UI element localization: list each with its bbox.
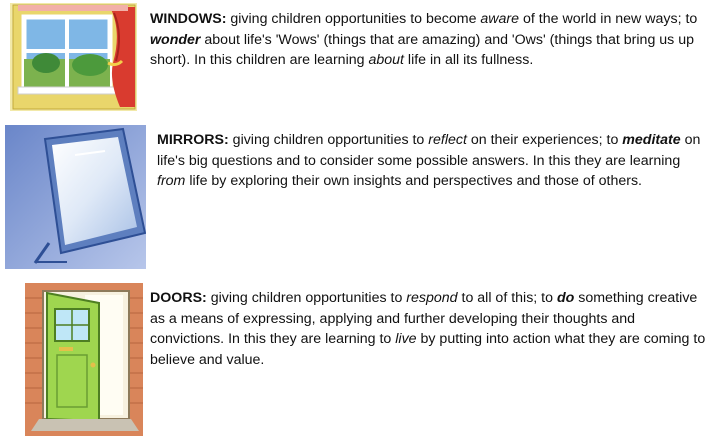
mirrors-text-4: life by exploring their own insights and perspectives and those of others.: [185, 173, 643, 189]
window-illustration: [10, 3, 137, 111]
windows-heading: WINDOWS:: [150, 11, 227, 27]
doors-emphasis-respond: respond: [406, 290, 458, 306]
windows-emphasis-aware: aware: [480, 11, 520, 27]
mirrors-emphasis-reflect: reflect: [428, 132, 467, 148]
doors-text-2: to all of this; to: [457, 290, 557, 306]
doors-text-3: something creative as a means of expressing, applying and further developing their thoughts and convictions. In this they are learning to: [150, 290, 698, 347]
mirrors-text-3: on life's big questions and to consider some possible answers. In this they are learning: [157, 132, 701, 169]
windows-emphasis-wonder: wonder: [150, 31, 201, 48]
door-illustration: [25, 283, 143, 436]
mirrors-emphasis-meditate: meditate: [622, 132, 681, 148]
window-picture-icon: [10, 3, 137, 111]
windows-paragraph: [150, 9, 710, 71]
doors-emphasis-live: live: [395, 331, 417, 347]
windows-text-2: of the world in new ways; to: [519, 11, 698, 27]
windows-text-1: giving children opportunities to become: [226, 11, 481, 27]
doors-text-1: giving children opportunities to: [206, 290, 407, 306]
door-picture-icon: [25, 283, 143, 436]
doors-heading: DOORS:: [150, 290, 207, 306]
mirrors-paragraph: [157, 130, 710, 192]
windows-emphasis-about: about: [368, 52, 404, 68]
doors-emphasis-do: do: [556, 290, 575, 306]
windows-text-3: about life's 'Wows' (things that are amazing) and 'Ows' (things that bring us up short). In this children are learning: [150, 31, 694, 68]
windows-text-4: life in all its fullness.: [403, 52, 534, 68]
mirrors-text-2: on their experiences; to: [466, 132, 623, 148]
doors-paragraph: [150, 288, 710, 370]
doors-text-4: by putting into action what they are coming to believe and value.: [150, 331, 706, 368]
mirror-picture-icon: [5, 125, 146, 269]
mirrors-text-1: giving children opportunities to: [228, 132, 429, 148]
mirror-illustration: [5, 125, 146, 269]
mirrors-emphasis-from: from: [157, 173, 186, 189]
mirrors-heading: MIRRORS:: [157, 132, 229, 148]
